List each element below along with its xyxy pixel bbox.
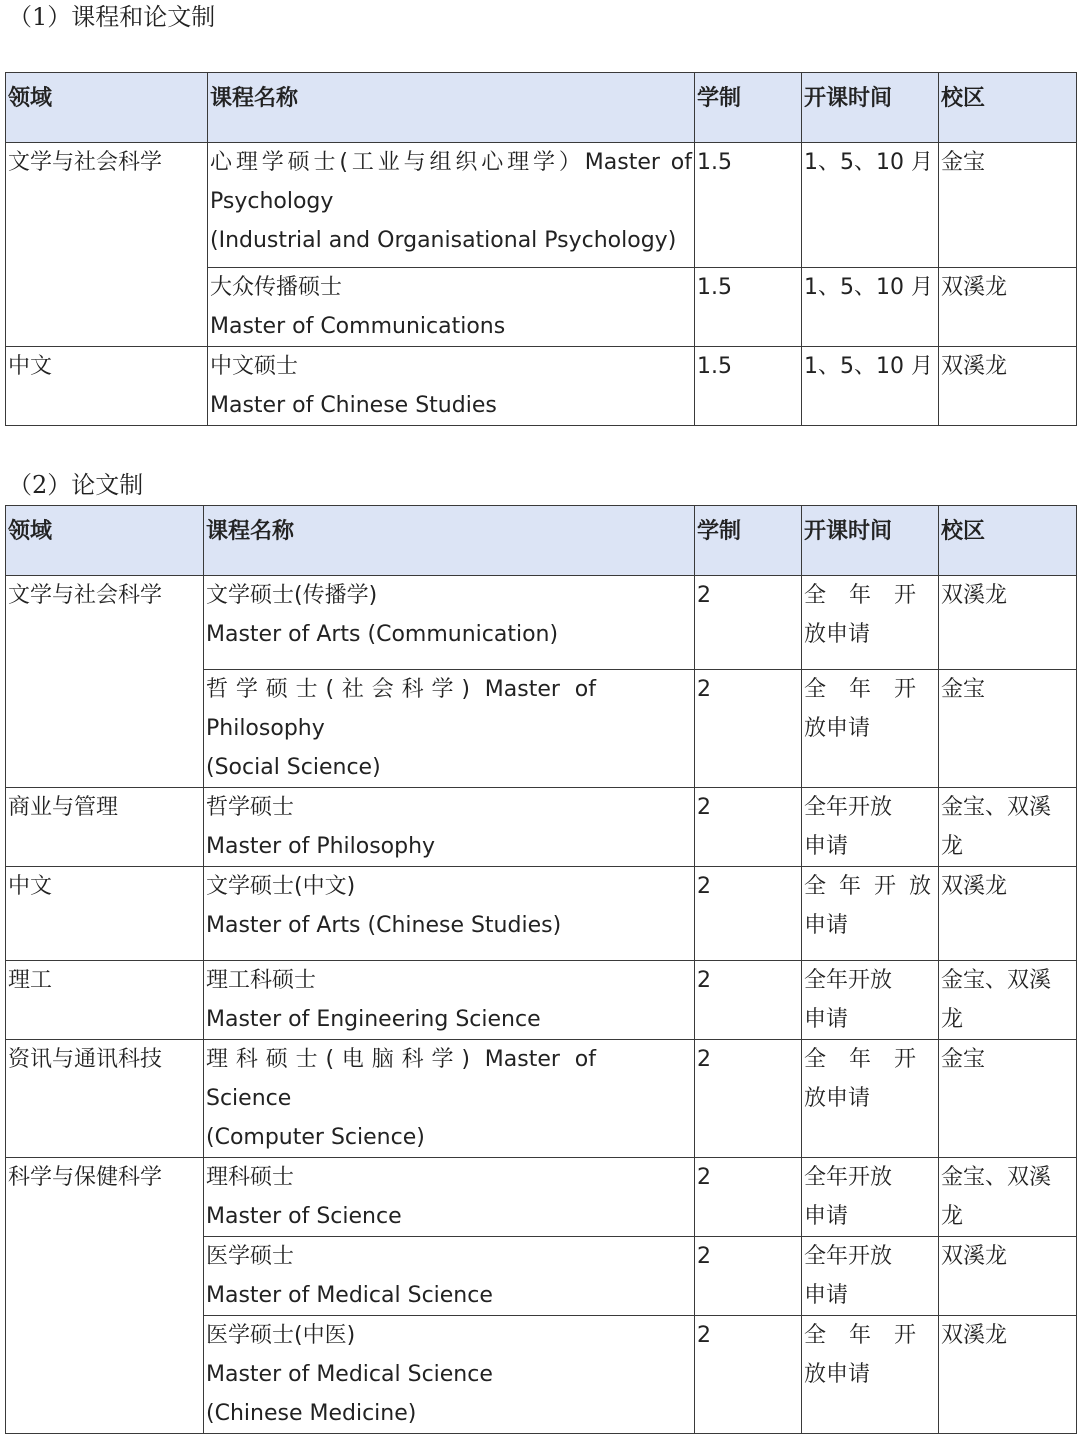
campus-cell — [939, 1158, 1077, 1237]
intake-line: 申请 — [804, 1204, 849, 1229]
course-name-line: 心理学硕士(工业与组织心理学）Master of — [210, 150, 692, 175]
course-name-line: 哲学硕士 — [206, 795, 295, 820]
intake-line: 全年开放 — [804, 968, 893, 993]
course-name-line: Master of Medical Science — [206, 1362, 493, 1387]
course-name-line: 理科硕士(电脑科学) Master of — [206, 1047, 596, 1072]
intake-cell — [802, 1040, 939, 1158]
campus-cell: 双溪龙 — [939, 347, 1077, 426]
course-cell — [208, 347, 695, 426]
years-cell: 2 — [695, 1040, 802, 1158]
field-cell: 科学与保健科学 — [6, 1158, 204, 1434]
header-field: 领域 — [6, 73, 208, 143]
intake-cell — [802, 867, 939, 961]
course-name-line: 医学硕士 — [206, 1244, 295, 1269]
course-cell — [208, 143, 695, 268]
intake-line: 申请 — [804, 1007, 849, 1032]
field-cell: 中文 — [6, 347, 208, 426]
course-name-line: 理科硕士 — [206, 1165, 295, 1190]
header-campus: 校区 — [939, 73, 1077, 143]
table-row — [6, 1040, 1077, 1158]
course-name-line: Master of Philosophy — [206, 834, 436, 859]
intake-cell — [802, 1158, 939, 1237]
course-cell — [204, 788, 695, 867]
table-row — [6, 143, 1077, 268]
intake-cell — [802, 1237, 939, 1316]
table-row — [6, 1158, 1077, 1237]
course-name-line: Master of Medical Science — [206, 1283, 493, 1308]
intake-line: 放申请 — [804, 1086, 871, 1111]
course-name-line: Psychology — [210, 189, 334, 214]
intake-cell: 1、5、10 月 — [802, 268, 939, 347]
campus-line: 金宝、双溪 — [941, 795, 1052, 820]
table-row — [6, 788, 1077, 867]
intake-line: 放申请 — [804, 1362, 871, 1387]
course-cell — [204, 961, 695, 1040]
campus-cell: 金宝 — [939, 670, 1077, 788]
years-cell: 2 — [695, 1158, 802, 1237]
course-name-line: Master of Arts (Communication) — [206, 622, 559, 647]
course-name-line: Master of Arts (Chinese Studies) — [206, 913, 562, 938]
table-row — [6, 867, 1077, 961]
field-cell: 文学与社会科学 — [6, 143, 208, 347]
years-cell: 2 — [695, 867, 802, 961]
course-cell — [204, 867, 695, 961]
course-name-line: 文学硕士(传播学) — [206, 583, 378, 608]
header-years: 学制 — [695, 506, 802, 576]
course-name-line: (Social Science) — [206, 755, 381, 780]
header-campus: 校区 — [939, 506, 1077, 576]
header-intake: 开课时间 — [802, 506, 939, 576]
campus-cell: 双溪龙 — [939, 1316, 1077, 1434]
intake-line: 全 年 开 — [804, 1047, 924, 1072]
course-name-line: Master of Engineering Science — [206, 1007, 541, 1032]
intake-line: 全年开放 — [804, 795, 893, 820]
course-name-line: 中文硕士 — [210, 354, 299, 379]
course-name-line: Master of Science — [206, 1204, 402, 1229]
intake-line: 放申请 — [804, 716, 871, 741]
years-cell: 2 — [695, 1316, 802, 1434]
course-cell — [204, 576, 695, 670]
intake-cell — [802, 1316, 939, 1434]
intake-line: 全 年 开 放 — [804, 874, 934, 899]
header-course: 课程名称 — [208, 73, 695, 143]
field-cell: 理工 — [6, 961, 204, 1040]
section-title-course-and-thesis: （1）课程和论文制 — [8, 3, 216, 31]
campus-cell — [939, 788, 1077, 867]
course-table-1 — [5, 72, 1077, 426]
campus-line: 金宝、双溪 — [941, 968, 1052, 993]
field-cell: 资讯与通讯科技 — [6, 1040, 204, 1158]
intake-line: 全 年 开 — [804, 677, 924, 702]
intake-cell — [802, 576, 939, 670]
intake-line: 申请 — [804, 1283, 849, 1308]
header-field: 领域 — [6, 506, 204, 576]
header-intake: 开课时间 — [802, 73, 939, 143]
intake-line: 申请 — [804, 834, 849, 859]
intake-cell — [802, 670, 939, 788]
table-header-row — [6, 506, 1077, 576]
table-row — [6, 576, 1077, 670]
intake-cell — [802, 961, 939, 1040]
course-cell — [208, 268, 695, 347]
campus-line: 龙 — [941, 1204, 964, 1229]
intake-line: 全 年 开 — [804, 1323, 924, 1348]
course-table-2 — [5, 505, 1077, 1434]
course-name-line: 哲学硕士(社会科学) Master of — [206, 677, 596, 702]
course-name-line: 大众传播硕士 — [210, 275, 343, 300]
years-cell: 2 — [695, 961, 802, 1040]
course-name-line: Science — [206, 1086, 292, 1111]
campus-cell: 双溪龙 — [939, 268, 1077, 347]
years-cell: 2 — [695, 1237, 802, 1316]
intake-line: 放申请 — [804, 622, 871, 647]
years-cell: 1.5 — [695, 268, 802, 347]
campus-line: 龙 — [941, 834, 964, 859]
field-cell: 商业与管理 — [6, 788, 204, 867]
course-cell — [204, 1316, 695, 1434]
table-header-row — [6, 73, 1077, 143]
course-name-line: 医学硕士(中医) — [206, 1323, 356, 1348]
campus-cell — [939, 961, 1077, 1040]
field-cell: 文学与社会科学 — [6, 576, 204, 788]
intake-cell: 1、5、10 月 — [802, 347, 939, 426]
course-cell — [204, 1040, 695, 1158]
course-cell — [204, 1158, 695, 1237]
course-cell — [204, 1237, 695, 1316]
campus-cell: 双溪龙 — [939, 576, 1077, 670]
years-cell: 2 — [695, 670, 802, 788]
field-cell: 中文 — [6, 867, 204, 961]
years-cell: 1.5 — [695, 347, 802, 426]
table-row — [6, 347, 1077, 426]
course-name-line: (Industrial and Organisational Psychology) — [210, 228, 677, 253]
campus-cell: 双溪龙 — [939, 867, 1077, 961]
intake-line: 全年开放 — [804, 1244, 893, 1269]
course-name-line: 文学硕士(中文) — [206, 874, 356, 899]
campus-line: 龙 — [941, 1007, 964, 1032]
campus-cell: 金宝 — [939, 1040, 1077, 1158]
course-name-line: Philosophy — [206, 716, 325, 741]
header-course: 课程名称 — [204, 506, 695, 576]
course-name-line: Master of Chinese Studies — [210, 393, 497, 418]
table-row — [6, 961, 1077, 1040]
years-cell: 2 — [695, 788, 802, 867]
years-cell: 1.5 — [695, 143, 802, 268]
intake-cell — [802, 788, 939, 867]
intake-line: 申请 — [804, 913, 849, 938]
course-name-line: 理工科硕士 — [206, 968, 317, 993]
years-cell: 2 — [695, 576, 802, 670]
campus-line: 金宝、双溪 — [941, 1165, 1052, 1190]
course-name-line: (Computer Science) — [206, 1125, 425, 1150]
campus-cell: 金宝 — [939, 143, 1077, 268]
campus-cell: 双溪龙 — [939, 1237, 1077, 1316]
intake-line: 全 年 开 — [804, 583, 924, 608]
section-title-thesis: （2）论文制 — [8, 471, 144, 499]
header-years: 学制 — [695, 73, 802, 143]
course-name-line: (Chinese Medicine) — [206, 1401, 417, 1426]
course-name-line: Master of Communications — [210, 314, 506, 339]
intake-cell: 1、5、10 月 — [802, 143, 939, 268]
intake-line: 全年开放 — [804, 1165, 893, 1190]
course-cell — [204, 670, 695, 788]
